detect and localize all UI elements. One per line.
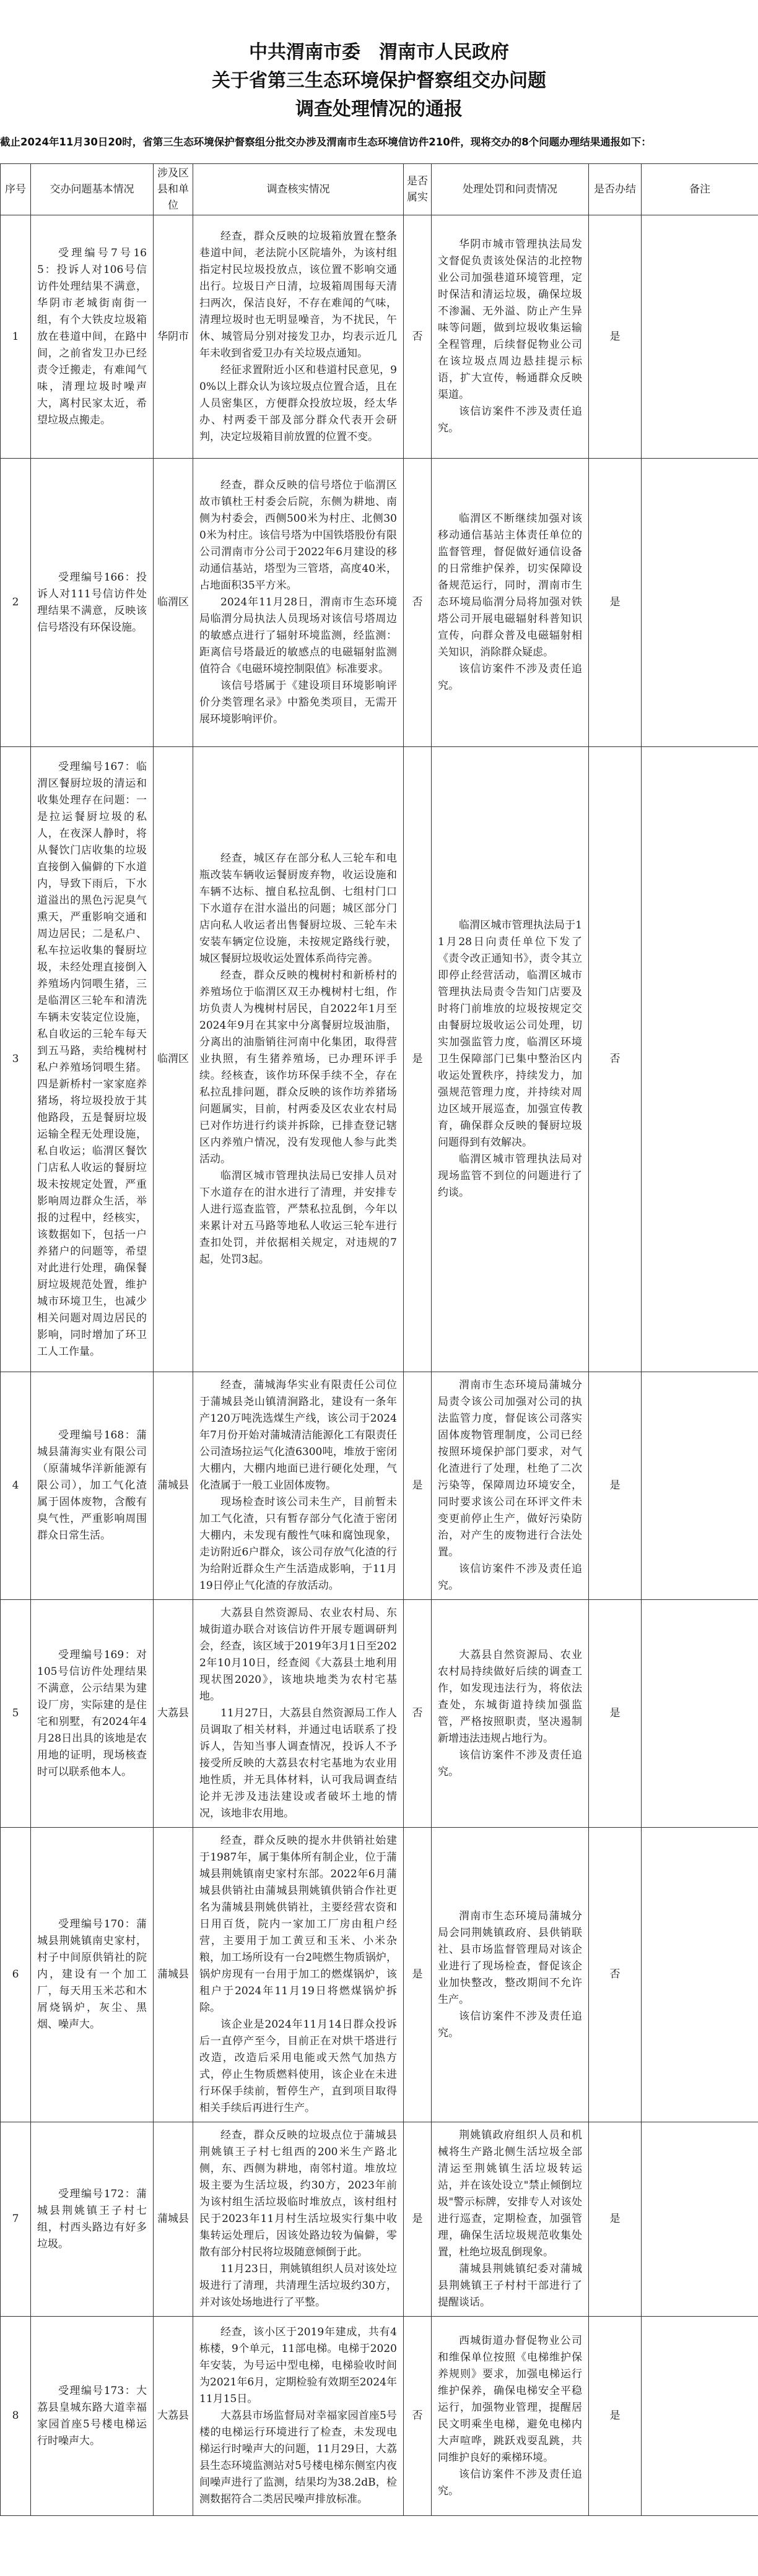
- cell-handling: [432, 459, 589, 747]
- table-row: [1, 747, 758, 1372]
- cell-no: 1: [1, 215, 31, 459]
- cell-no: 3: [1, 747, 31, 1372]
- cell-verify-paragraph: 经查，群众反映的垃圾点位于蒲城县荆姚镇王子村七组西的200米生产路北侧，东、西侧为耕地，南邻村道。堆放垃圾主要为生活垃圾，约30方，2023年前为该村组生活垃圾临时堆放点，该村组村民于2023年11月村生活垃圾实行集中收集转运处理后，因该处路边较为偏僻，零散有部分村民将垃圾随意倾倒于此。: [199, 2129, 397, 2258]
- cell-handling: [432, 747, 589, 1372]
- cell-no: 8: [1, 2317, 31, 2516]
- cell-done: 是: [589, 2317, 642, 2516]
- cell-verify: [193, 747, 404, 1372]
- cell-handling-paragraph: 渭南市生态环境局蒲城分局责令该公司加强对公司的执法监管力度，督促该公司落实固体废物管理制度，公司已经按照环境保护部门要求，对气化渣进行了处理，杜绝了二次污染等，保障周边环境安全，同时要求该公司在环评文件未变更前停止生产，做好污染防治，对产生的废物进行合法处置。: [438, 1379, 582, 1558]
- table-row: [1, 1372, 758, 1600]
- cell-verify-paragraph: 经查，蒲城海华实业有限责任公司位于蒲城县尧山镇清涧路北，建设有一条年产120万吨洗选煤生产线，该公司于2024年7月份开始对蒲城清洁能源化工有限责任公司渣场拉运气化渣6300吨，堆放于密闭大棚内，大棚内地面已进行硬化处理，气化渣属于一般工业固体废物。: [199, 1379, 397, 1492]
- cell-verify: [193, 215, 404, 459]
- cell-note: [642, 2122, 758, 2317]
- cell-issue: [31, 2122, 154, 2317]
- cell-done: 是: [589, 1372, 642, 1600]
- cell-verify-paragraph: 经查，群众反映的垃圾箱放置在整条巷道中间，老法院小区院墙外，为该村组指定村民垃圾投放点，该位置不影响交通出行。垃圾日产日清，垃圾箱周围每天清扫两次，保洁良好，不存在难闻的气味，清理垃圾时也无明显噪音，为不扰民，午休、城管局分别对接发卫办，均表示近几年未收到省爱卫办有关垃圾点通知。: [199, 230, 397, 360]
- table-row: [1, 1600, 758, 1828]
- cell-area: 大荔县: [154, 2317, 193, 2516]
- cell-issue-text: 受理编号168：蒲城县蒲海实业有限公司（原蒲城华洋新能源有限公司），加工气化渣属于固体废物，含酸有臭气性，严重影响周围群众日常生活。: [37, 1429, 147, 1542]
- cell-real: 是: [404, 2122, 432, 2317]
- table-header-row: [1, 164, 758, 215]
- cell-verify-paragraph: 该信号塔属于《建设项目环境影响评价分类管理名录》中豁免类项目，无需开展环境影响评价。: [199, 680, 397, 725]
- cell-no: 2: [1, 459, 31, 747]
- cell-area: 临渭区: [154, 459, 193, 747]
- cell-no: 6: [1, 1828, 31, 2122]
- cell-area: 临渭区: [154, 747, 193, 1372]
- cell-handling: [432, 1828, 589, 2122]
- results-table: [0, 163, 758, 2516]
- cell-area: 大荔县: [154, 1600, 193, 1828]
- cell-verify-paragraph: 2024年11月28日，渭南市生态环境局临渭分局执法人员现场对该信号塔周边的敏感点进行了辐射环境监测，经监测：距离信号塔最近的敏感点的电磁辐射监测值符合《电磁环境控制限值》标准要求。: [199, 596, 397, 675]
- cell-handling: [432, 1600, 589, 1828]
- cell-issue: [31, 459, 154, 747]
- cell-area: 蒲城县: [154, 2122, 193, 2317]
- cell-done: 是: [589, 1600, 642, 1828]
- cell-issue: [31, 747, 154, 1372]
- table-row: [1, 1828, 758, 2122]
- cell-verify-paragraph: 临渭区城市管理执法局已安排人员对下水道存在的泔水进行了清理，并安排专人进行巡查监管，严禁私拉乱倒，今年以来累计对五马路等地私人收运三轮车进行查扣处罚，并依据相关规定，对违规的7起，处罚3起。: [199, 1170, 397, 1266]
- cell-verify: [193, 1828, 404, 2122]
- cell-handling-paragraph: 蒲城县荆姚镇纪委对蒲城县荆姚镇王子村村干部进行了提醒谈话。: [438, 2263, 582, 2309]
- cell-issue-text: 受理编号173：大荔县皇城东路大道幸福家园首座5号楼电梯运行时噪声大。: [37, 2384, 147, 2447]
- cell-note: [642, 215, 758, 459]
- header-note: 备注: [642, 164, 758, 215]
- cell-done: 是: [589, 2122, 642, 2317]
- cell-done: 是: [589, 215, 642, 459]
- cell-issue: [31, 2317, 154, 2516]
- cell-area: 蒲城县: [154, 1372, 193, 1600]
- cell-issue: [31, 215, 154, 459]
- cell-no: 5: [1, 1600, 31, 1828]
- cell-real: 否: [404, 1600, 432, 1828]
- cell-verify-paragraph: 经征求置附近小区和巷道村民意见，90%以上群众认为该垃圾点位置合适，且在人员密集区，方便群众投放垃圾，经太华办、村两委干部及部分群众代表开会研判，决定垃圾箱目前放置的位置不变。: [199, 363, 397, 443]
- cell-issue-text: 受理编号166：投诉人对111号信访件处理结果不满意，反映该信号塔没有环保设施。: [37, 571, 147, 634]
- cell-issue: [31, 1828, 154, 2122]
- cell-verify: [193, 1600, 404, 1828]
- cell-verify-paragraph: 经查，群众反映的信号塔位于临渭区故市镇杜王村委会后院，东侧为耕地、南侧为村委会，西侧500米为村庄、北侧300米为村庄。该信号塔为中国铁塔股份有限公司渭南市分公司于2022年6月建设的移动通信基站，塔型为三管塔，高度40米，占地面积35平方米。: [199, 479, 397, 592]
- cell-no: 4: [1, 1372, 31, 1600]
- cell-issue-text: 受理编号172：蒲城县荆姚镇王子村七组，村西头路边有好多垃圾。: [37, 2187, 147, 2250]
- table-row: [1, 2317, 758, 2516]
- cell-handling-paragraph: 该信访案件不涉及责任追究。: [438, 2468, 582, 2497]
- cell-note: [642, 1600, 758, 1828]
- cell-note: [642, 1372, 758, 1600]
- cell-issue: [31, 1372, 154, 1600]
- header-real: 是否属实: [404, 164, 432, 215]
- cell-issue-text: 受理编号7号165：投诉人对106号信访件处理结果不满意，华阴市老城街南街一组，有个大铁皮垃圾箱放在巷道中间，在路中间，之前省发卫办已经责令迁搬走，有难闻气味，清理垃圾时噪声大，离村民家太近，希望垃圾点搬走。: [37, 246, 147, 426]
- cell-verify-paragraph: 经查，群众反映的提水井供销社始建于1987年，属于集体所有制企业，位于蒲城县荆姚镇南史家村东部。2022年6月蒲城县供销社由蒲城县荆姚镇供销合作社更名为蒲城县荆姚供销社，主要经营农资和日用百货，院内一家加工厂房由租户经营，主要用于加工黄豆和玉米、小米杂粮，加工场所设有一台2吨燃生物质锅炉，锅炉房现有一台用于加工的燃煤锅炉，该租户于2024年11月19日将燃煤锅炉拆除。: [199, 1835, 397, 2014]
- cell-real: 否: [404, 2317, 432, 2516]
- header-issue: 交办问题基本情况: [31, 164, 154, 215]
- cell-verify: [193, 2122, 404, 2317]
- cell-done: 否: [589, 1828, 642, 2122]
- cell-handling-paragraph: 西城街道办督促物业公司和维保单位按照《电梯维护保养规则》要求，加强电梯运行维护保养，确保电梯安全平稳运行，加强物业管理，提醒居民文明乘坐电梯，避免电梯内大声喧哗，跳跃戏耍乱跳，共同维护良好的乘梯环境。: [438, 2334, 582, 2464]
- title-line-3: 调查处理情况的通报: [295, 98, 463, 120]
- cell-handling-paragraph: 荆姚镇政府组织人员和机械将生产路北侧生活垃圾全部清运至荆姚镇生活垃圾转运站，并在该处设立"禁止倾倒垃圾"警示标牌，安排专人对该处进行巡查，定期检查，加强管理，确保生活垃圾规范收集处置，杜绝垃圾乱倒现象。: [438, 2129, 582, 2258]
- cell-verify-paragraph: 该企业是2024年11月14日群众投诉后一直停产至今，目前正在对烘干塔进行改造，改造后采用电能或天然气加热方式，停止生物质燃料使用，该企业在未进行环保手续前，暂停生产，直到项目取得相关手续后再进行生产。: [199, 2018, 397, 2114]
- cell-verify-paragraph: 经查，城区存在部分私人三轮车和电瓶改装车辆收运餐厨废弃物，收运设施和车辆不达标、擅自私拉乱倒、七组村门口下水道存在泔水溢出的问题；城区部分门店向私人收运者出售餐厨垃圾、三轮车未安装车辆定位设施，未按规定路线行驶，城区餐厨垃圾收运处置体系尚待完善。: [199, 852, 397, 965]
- cell-verify: [193, 459, 404, 747]
- cell-issue-text: 受理编号167：临渭区餐厨垃圾的清运和收集处理存在问题：一是拉运餐厨垃圾的私人，在夜深人静时，将从餐饮门店收集的垃圾直接倒入偏僻的下水道内，导致下雨后，下水道溢出的黑色污泥臭气熏天，严重影响交通和周边居民；二是私户、私车拉运收集的餐厨垃圾，未经处理直接倒入养殖场内饲喂生猪，三是临渭区三轮车和清洗车辆未安装定位设施，私自收运的三轮车每天到五马路，卖给槐树村私户养殖场饲喂生猪。四是新桥村一家家庭养猪场，将垃圾投放于其他路段，五是餐厨垃圾运输全程无处理设施，私自收运；临渭区餐饮门店私人收运的餐厨垃圾未按规定处置，严重影响周边群众生活，举报的过程中，经核实，该数据如下，包括一户养猪户的问题等，希望对此进行处理，确保餐厨垃圾规范处置，维护城市环境卫生，也减少相关问题对周边居民的影响，同时增加了环卫工人工作量。: [37, 760, 147, 1358]
- cell-real: 否: [404, 215, 432, 459]
- cell-verify: [193, 1372, 404, 1600]
- cell-handling: [432, 2317, 589, 2516]
- cell-note: [642, 2317, 758, 2516]
- cell-verify-paragraph: 大荔县市场监督局对幸福家园首座5号楼的电梯运行环境进行了检查，未发现电梯运行时噪声大的问题，11月29日，大荔县生态环境监测站对5号楼电梯东侧室内夜间噪声进行了监测，结果均为38.2dB，检测数据符合二类居民噪声排放标准。: [199, 2410, 397, 2505]
- title-line-2: 关于省第三生态环境保护督察组交办问题: [212, 70, 546, 92]
- document-title: [0, 0, 758, 124]
- cell-handling: [432, 1372, 589, 1600]
- header-handling: 处理处罚和问责情况: [432, 164, 589, 215]
- title-line-1: 中共渭南市委 渭南市人民政府: [249, 41, 509, 63]
- cell-issue-text: 受理编号169：对105号信访件处理结果不满意，公示结果为建设厂房，实际建的是住宅和别墅，有2024年4月28日出具的该地是农用地的证明，现场核查时可以联系他本人。: [37, 1648, 147, 1778]
- cell-handling-paragraph: 该信访案件不涉及责任追究。: [438, 1563, 582, 1592]
- cell-handling-paragraph: 该信访案件不涉及责任追究。: [438, 663, 582, 692]
- cell-verify-paragraph: 现场检查时该公司未生产，目前暂未加工气化渣，只有暂存部分气化渣于密闭大棚内，未发现有酸性气味和腐蚀现象，走访附近6户群众，该公司存放气化渣的行为给附近群众生产生活造成影响，于11月19日停止气化渣的存放活动。: [199, 1496, 397, 1592]
- header-verify: 调查核实情况: [193, 164, 404, 215]
- cell-real: 是: [404, 1372, 432, 1600]
- cell-handling-paragraph: 临渭区城市管理执法局对现场监管不到位的问题进行了约谈。: [438, 1153, 582, 1199]
- header-done: 是否办结: [589, 164, 642, 215]
- cell-done: 否: [589, 747, 642, 1372]
- cell-real: 否: [404, 459, 432, 747]
- cell-issue-text: 受理编号170：蒲城县荆姚镇南史家村，村子中间原供销社的院内，建设有一个加工厂，每天用玉米芯和木屑烧锅炉，灰尘、黑烟、噪声大。: [37, 1918, 147, 2031]
- cell-note: [642, 1828, 758, 2122]
- cell-real: 是: [404, 747, 432, 1372]
- table-row: [1, 2122, 758, 2317]
- table-body: [1, 215, 758, 2516]
- cell-verify-paragraph: 11月23日，荆姚镇组织人员对该处垃圾进行了清理，共清理生活垃圾约30方，并对该处场地进行了平整。: [199, 2263, 397, 2309]
- cell-handling-paragraph: 该信访案件不涉及责任追究。: [438, 1748, 582, 1778]
- cell-real: 是: [404, 1828, 432, 2122]
- cell-area: 蒲城县: [154, 1828, 193, 2122]
- cell-issue: [31, 1600, 154, 1828]
- cell-area: 华阴市: [154, 215, 193, 459]
- cell-note: [642, 459, 758, 747]
- header-area: 涉及区县和单位: [154, 164, 193, 215]
- table-row: [1, 215, 758, 459]
- cell-done: 是: [589, 459, 642, 747]
- cell-verify-paragraph: 大荔县自然资源局、农业农村局、东城街道办联合对该信访件开展专题调研判会，经查，该区域于2019年3月1日至2022年10月10日，经查阅《大荔县土地利用现状图2020》，该地块地类为农村宅基地。: [199, 1607, 397, 1703]
- cell-handling-paragraph: 临渭区不断继续加强对该移动通信基站主体责任单位的监督管理，督促做好通信设备的日常维护保养，切实保障设备规范运行，同时，渭南市生态环境局临渭分局将加强对铁塔公司开展电磁辐射科普知识宣传，向群众普及电磁辐射相关知识，消除群众疑虑。: [438, 512, 582, 659]
- cell-verify-paragraph: 11月27日，大荔县自然资源局工作人员调取了相关材料，并通过电话联系了投诉人，告知当事人调查情况，投诉人不予接受所反映的大荔县农村宅基地为农业用地性质，并无具体材料，认可我局调查结论并无涉及违法建设或者破坏土地的情况，该地非农用地。: [199, 1707, 397, 1820]
- intro-paragraph: 截止2024年11月30日20时，省第三生态环境保护督察组分批交办涉及渭南市生态环境信访件210件，现将交办的8个问题办理结果通报如下：: [0, 136, 651, 148]
- cell-no: 7: [1, 2122, 31, 2317]
- cell-verify-paragraph: 经查，群众反映的槐树村和新桥村的养殖场位于临渭区双王办槐树村七组，作坊负责人为槐树村居民，自2022年1月至2024年9月在其家中分离餐厨垃圾油脂，分离出的油脂销往河南中化集团，取得营业执照，有生猪养殖场，已办理环评手续。经核查，该作坊环保手续不全，存在私拉乱排问题，群众反映的该作坊养猪场问题属实，目前，村两委及区农业农村局已对作坊进行约谈并拆除，已排查登记辖区内养殖户情况，没有发现他人参与此类活动。: [199, 969, 397, 1165]
- cell-handling: [432, 2122, 589, 2317]
- cell-handling-paragraph: 临渭区城市管理执法局于11月28日向责任单位下发了《责令改正通知书》，责令其立即停止经营活动，临渭区城市管理执法局责令告知门店要及时将门前堆放的垃圾按规定交由餐厨垃圾收运公司处理，切实加强监管力度，临渭区环境卫生保障部门已集中整治区内收运处置秩序，持续发力，加强规范管理力度，并持续对周边区域开展巡查，加强宣传教育，确保群众反映的餐厨垃圾问题得到有效解决。: [438, 919, 582, 1149]
- cell-handling-paragraph: 大荔县自然资源局、农业农村局持续做好后续的调查工作，如发现违法行为，将依法查处，东城街道持续加强监管，严格按照职责，坚决遏制新增违法违规占地行为。: [438, 1648, 582, 1745]
- cell-handling-paragraph: 该信访案件不涉及责任追究。: [438, 2010, 582, 2039]
- header-no: 序号: [1, 164, 31, 215]
- cell-handling: [432, 215, 589, 459]
- cell-note: [642, 747, 758, 1372]
- cell-verify-paragraph: 经查，该小区于2019年建成，共有4栋楼，9个单元，11部电梯。电梯于2020年安装，为号运中型电梯，电梯验收时间为2021年6月，定期检验有效期至2024年11月15日。: [199, 2326, 397, 2405]
- cell-verify: [193, 2317, 404, 2516]
- cell-handling-paragraph: 华阴市城市管理执法局发文督促负责该处保洁的北控物业公司加强巷道环境管理，定时保洁和清运垃圾，确保垃圾不渗漏、无外溢、防止产生异味等问题，做到垃圾收集运输全程管理，后续督促物业公司在该垃圾点周边悬挂提示标语，扩大宣传，畅通群众反映渠道。: [438, 238, 582, 401]
- table-row: [1, 459, 758, 747]
- cell-handling-paragraph: 渭南市生态环境局蒲城分局会同荆姚镇政府、县供销联社、县市场监督管理局对该企业进行了现场检查，督促该企业加快整改，整改期间不允许生产。: [438, 1909, 582, 2006]
- cell-handling-paragraph: 该信访案件不涉及责任追究。: [438, 405, 582, 434]
